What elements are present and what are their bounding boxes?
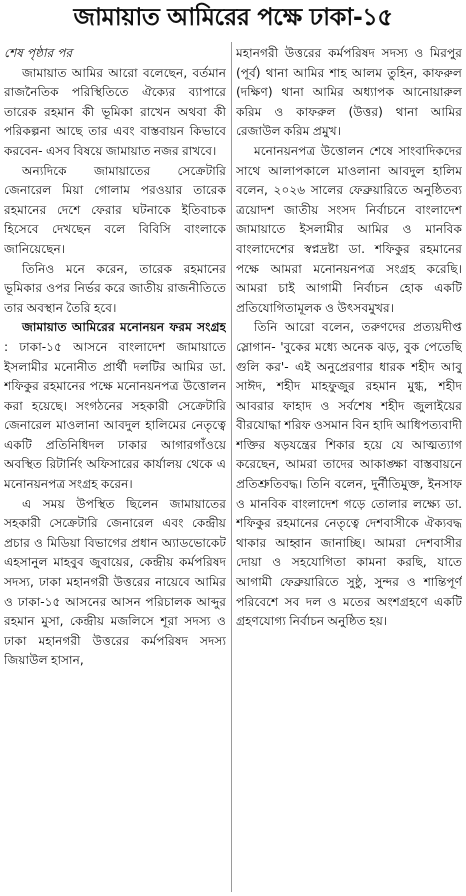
paragraph: তিনিও মনে করেন, তারেক রহমানের ভূমিকার ওপর নির্ভর করে জাতীয় রাজনীতিতে তার অবস্থান তৈরি হবে।	[4, 261, 226, 315]
subheading: জামায়াত আমিরের মনোনয়ন ফরম সংগ্রহ	[22, 320, 226, 335]
paragraph: অন্যদিকে জামায়াতের সেক্রেটারি জেনারেল মিয়া গোলাম পরওয়ার তারেক রহমানের দেশে ফেরার ঘটনাকে ইতিবাচক হিসেবে দেখছেন বলে বিবিসি বাংলাকে জানিয়েছেন।	[4, 163, 226, 256]
paragraph-with-subhead	[4, 318, 226, 494]
column-divider	[231, 42, 232, 892]
paragraph: মহানগরী উত্তরের কর্মপরিষদ সদস্য ও মিরপুর (পূর্ব) থানা আমির শাহ আলম তুহিন, কাফরুল (দক্ষিণ) থানা আমির অধ্যাপক আনোয়ারুল করিম ও কাফরুল (উত্তর) থানা আমির রেজাউল করিম প্রমুখ।	[236, 46, 462, 139]
right-column	[236, 44, 462, 894]
headline: জামায়াত আমিরের পক্ষে ঢাকা-১৫	[73, 3, 393, 31]
left-column	[4, 44, 226, 894]
paragraph: মনোনয়নপত্র উত্তোলন শেষে সাংবাদিকদের সাথে আলাপকালে মাওলানা আবদুল হালিম বলেন, ২০২৬ সালের ফেব্রুয়ারিতে অনুষ্ঠিতব্য ত্রয়োদশ জাতীয় সংসদ নির্বাচনে বাংলাদেশ জামায়াতে ইসলামীর আমির ও মানবিক বাংলাদেশের স্বপ্নদ্রষ্টা ডা. শফিকুর রহমানের পক্ষে আমরা মনোনয়নপত্র সংগ্রহ করেছি। আমরা চাই আগামী নির্বাচন হোক একটি প্রতিযোগিতামূলক ও উৎসবমুখর।	[236, 143, 462, 315]
continued-tag: শেষ পৃষ্ঠার পর	[4, 46, 73, 60]
paragraph: তিনি আরো বলেন, তরুণদের প্রত্যয়দীপ্ত স্লোগান- 'বুকের মধ্যে অনেক ঝড়, বুক পেতেছি গুলি কর'- এই অনুপ্রেরণার ধারক শহীদ আবু সাঈদ, শহীদ মাহফুজুর রহমান মুগ্ধ, শহীদ আবরার ফাহাদ ও সর্বশেষ শহীদ জুলাইয়ের বীরযোদ্ধা শরিফ ওসমান বিন হাদি আধিপত্যবাদী শক্তির ষড়যন্ত্রের শিকার হয়ে যে আত্মত্যাগ করেছেন, আমরা তাদের আকাঙ্ক্ষা বাস্তবায়নে প্রতিশ্রুতিবদ্ধ। তিনি বলেন, দুর্নীতিমুক্ত, ইনসাফ ও মানবিক বাংলাদেশ গড়ে তোলার লক্ষ্যে ডা. শফিকুর রহমানের নেতৃত্বে দেশবাসীকে ঐক্যবদ্ধ থাকার আহ্বান জানাচ্ছি। আমরা দেশবাসীর দোয়া ও সহযোগিতা কামনা করছি, যাতে আগামী ফেব্রুয়ারিতে সুষ্ঠু, সুন্দর ও শান্তিপূর্ণ পরিবেশে সব দল ও মতের অংশগ্রহণে একটি গ্রহণযোগ্য নির্বাচন অনুষ্ঠিত হয়।	[236, 320, 462, 629]
paragraph-text: : ঢাকা-১৫ আসনে বাংলাদেশ জামায়াতে ইসলামীর মনোনীত প্রার্থী দলটির আমির ডা. শফিকুর রহমানের পক্ষে মনোনয়নপত্র উত্তোলন করা হয়েছে। সংগঠনের সহকারী সেক্রেটারি জেনারেল মাওলানা আবদুল হালিমের নেতৃত্বে একটি প্রতিনিধিদল ঢাকার আগারগাঁওয়ে অবস্থিত রিটার্নিং অফিসারের কার্যালয় থেকে এ মনোনয়নপত্র সংগ্রহ করেন।	[4, 339, 226, 492]
paragraph: জামায়াত আমির আরো বলেছেন, বর্তমান রাজনৈতিক পরিস্থিতিতে ঐক্যের ব্যাপারে তারেক রহমান কী ভূমিকা রাখেন অথবা কী পরিকল্পনা আছে তার এবং বাস্তবায়ন কিভাবে করবেন- এসব বিষয়ে জামায়াত নজর রাখবে।	[4, 65, 226, 158]
paragraph: এ সময় উপস্থিত ছিলেন জামায়াতের সহকারী সেক্রেটারি জেনারেল এবং কেন্দ্রীয় প্রচার ও মিডিয়া বিভাগের প্রধান অ্যাডভোকেট এহসানুল মাহবুব জুবায়ের, কেন্দ্রীয় কর্মপরিষদ সদস্য, ঢাকা মহানগরী উত্তরের নায়েবে আমির ও ঢাকা-১৫ আসনের আসন পরিচালক আব্দুর রহমান মুসা, কেন্দ্রীয় মজলিসে শূরা সদস্য ও ঢাকা মহানগরী উত্তরের কর্মপরিষদ সদস্য জিয়াউল হাসান,	[4, 496, 226, 668]
